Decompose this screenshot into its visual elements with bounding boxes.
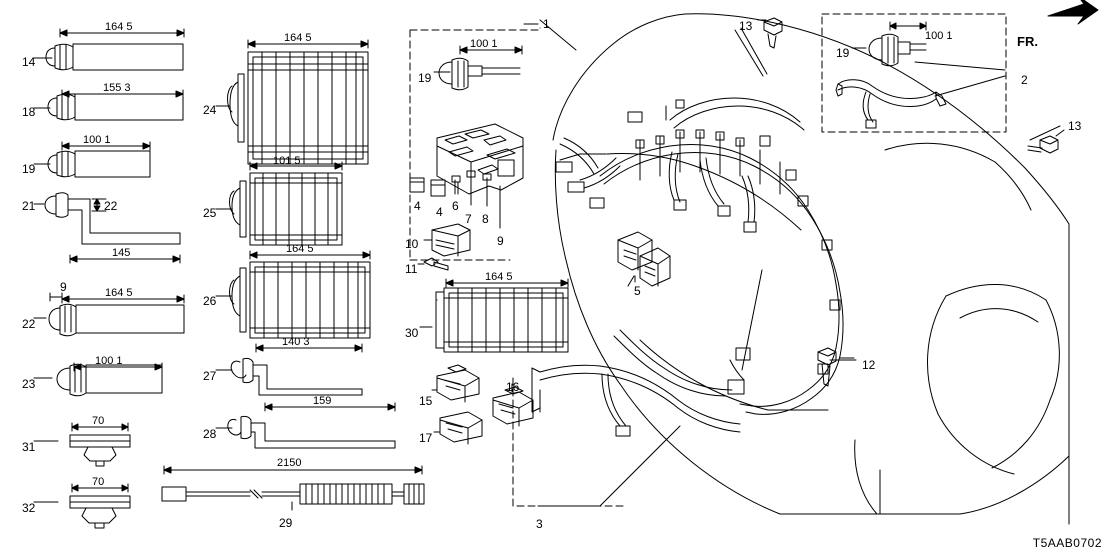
part-31	[34, 423, 130, 466]
dim-26: 164 5	[286, 243, 314, 255]
fr-arrow	[1048, 0, 1098, 24]
dim-24: 164 5	[284, 32, 312, 44]
front-direction-label: FR.	[1017, 34, 1038, 49]
callout-6: 6	[452, 199, 459, 213]
callout-30: 30	[405, 326, 419, 340]
dim-29: 2150	[277, 457, 302, 469]
floor-harness	[532, 330, 750, 436]
dim-27: 140 3	[282, 336, 310, 348]
part-28	[216, 403, 395, 448]
part-19-box1	[434, 46, 522, 90]
callout-5: 5	[634, 284, 641, 298]
dashed-box-3	[437, 300, 623, 506]
callout-9b: 9	[60, 280, 67, 294]
dashed-box-1	[410, 30, 540, 260]
subharness-box2	[836, 80, 946, 128]
callout-11: 11	[405, 262, 418, 276]
drawing-number: T5AAB0702	[1032, 536, 1102, 550]
callout-19-box2: 19	[836, 46, 850, 60]
callout-1: 1	[543, 17, 550, 31]
callout-31: 31	[22, 440, 36, 454]
callout-16: 16	[506, 380, 520, 394]
callout-24: 24	[203, 103, 217, 117]
callout-8: 8	[482, 212, 489, 226]
dash-harness	[556, 98, 843, 414]
part-18	[34, 90, 183, 120]
callout-23: 23	[22, 377, 36, 391]
callout-7: 7	[465, 212, 472, 226]
callout-4b: 4	[436, 205, 443, 219]
part-27	[216, 344, 362, 395]
dim-30: 164 5	[485, 271, 513, 283]
dim-19: 100 1	[83, 134, 111, 146]
dim-32: 70	[92, 476, 105, 488]
dim-31: 70	[92, 415, 105, 427]
dashed-box-2	[822, 14, 1006, 132]
part-13-right	[1028, 130, 1064, 153]
callout-18: 18	[22, 105, 36, 119]
dim-19-box2: 100 1	[925, 30, 953, 42]
part-19-left	[34, 142, 150, 177]
callout-17: 17	[419, 431, 433, 445]
part-26	[216, 251, 370, 338]
dim-23: 100 1	[95, 355, 123, 367]
part-fuse-box	[437, 124, 523, 194]
callout-15: 15	[419, 394, 433, 408]
callout-32: 32	[22, 501, 36, 515]
callout-21: 21	[22, 199, 36, 213]
callout-26: 26	[203, 294, 217, 308]
callout-13-top: 13	[739, 19, 753, 33]
callout-14: 14	[22, 55, 36, 69]
dim-25: 101 5	[273, 155, 301, 167]
callout-19-box1: 19	[418, 71, 432, 85]
part-24	[216, 40, 368, 164]
dim-22: 164 5	[105, 287, 133, 299]
dim-18: 155 3	[103, 82, 131, 94]
callout-22: 22	[22, 317, 36, 331]
part-17	[434, 412, 482, 444]
callout-27: 27	[203, 369, 217, 383]
callout-19-left: 19	[22, 162, 36, 176]
part-23	[34, 363, 162, 396]
part-19-box2	[852, 22, 926, 66]
part-29	[162, 466, 424, 510]
dim-21: 145	[112, 247, 131, 259]
callout-28: 28	[203, 427, 217, 441]
leader-box-1	[524, 24, 540, 28]
part-25	[216, 162, 342, 245]
callout-2: 2	[1021, 73, 1028, 87]
callout-10: 10	[405, 237, 419, 251]
callout-22-vert: 22	[104, 199, 118, 213]
part-14	[34, 29, 184, 70]
part-32	[34, 484, 130, 528]
callout-29: 29	[279, 516, 293, 530]
callout-4a: 4	[414, 199, 421, 213]
part-10	[424, 224, 470, 256]
part-4-fuses	[410, 178, 445, 196]
part-15	[432, 365, 479, 402]
dim-14: 164 5	[105, 21, 133, 33]
part-6-7-8-leaders	[452, 171, 500, 228]
callout-9: 9	[497, 234, 504, 248]
callout-13-right: 13	[1068, 119, 1082, 133]
callout-3: 3	[536, 517, 543, 531]
dim-28: 159	[313, 395, 332, 407]
part-5	[618, 232, 670, 286]
part-13-top	[758, 18, 782, 48]
part-22	[34, 293, 184, 336]
callout-12: 12	[862, 358, 876, 372]
callout-25: 25	[203, 206, 217, 220]
dim-19-box1: 100 1	[470, 38, 498, 50]
part-12	[818, 348, 854, 386]
part-30	[420, 279, 568, 352]
